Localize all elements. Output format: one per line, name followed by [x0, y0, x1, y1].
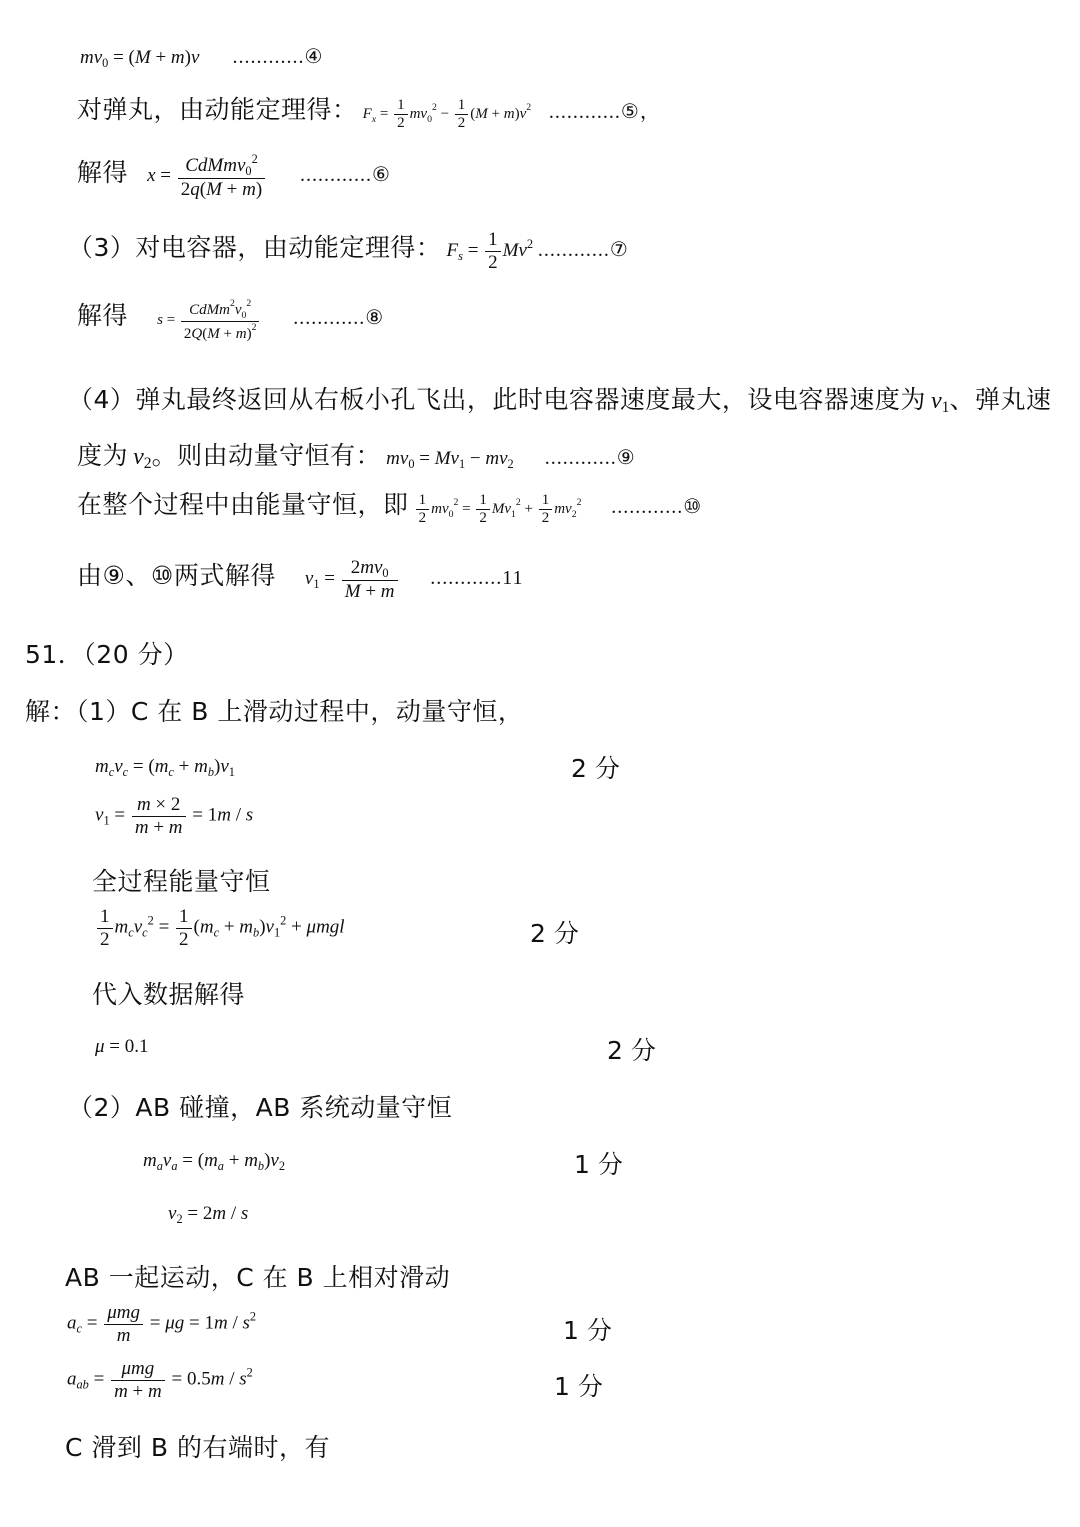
equation-energy-mu: $\frac{1}{2}$ $m_cv_c^2$ = $\frac{1}{2}$ $(m_c + m_b)v_1^2 + \mu mgl$ [95, 906, 345, 951]
text-solve: 解得 [77, 157, 129, 187]
marker-11: ............11 [430, 567, 524, 589]
equation-momentum-ab: $m_av_a = (m_a + m_b)v_2$ [143, 1150, 286, 1173]
equation-7-line [68, 228, 629, 274]
symbol-v1: $v_1$ [931, 388, 950, 416]
equation-11: $v_1$ = $\frac{2mv_0}{M + m}$ [305, 568, 404, 589]
text-ab-motion: AB 一起运动，C 在 B 上相对滑动 [65, 1263, 451, 1292]
question-51-heading: 51．（20 分） [25, 640, 189, 669]
equation-6: x = $\frac{CdMmv_0^2}{2q(M + m)}$ [147, 165, 272, 186]
equation-momentum-c: $m_cv_c = (m_c + m_b)v_1$ [95, 756, 235, 779]
text-c-right-end: C 滑到 B 的右端时，有 [65, 1433, 330, 1462]
equation-8: s = $\frac{CdMm^2v_0^2}{2Q(M + m)^2}$ [157, 312, 265, 328]
score-5: 1 分 [563, 1316, 612, 1345]
text-energy-conserve: 在整个过程中由能量守恒，即 [77, 490, 409, 519]
equation-9-line [77, 436, 636, 473]
equation-11-line [77, 556, 524, 603]
part4-line1 [68, 380, 1051, 417]
equation-5-line [77, 90, 661, 132]
marker-10: ............⑩ [611, 496, 703, 518]
text-full-energy: 全过程能量守恒 [92, 867, 271, 896]
text-part2: （2）AB 碰撞，AB 系统动量守恒 [68, 1093, 453, 1122]
equation-4: $mv_0 = (M + m)v$ [80, 47, 200, 70]
text-projectile-kinetic: 对弹丸，由动能定理得： [77, 95, 358, 124]
equation-10-line [77, 485, 702, 527]
equation-4-line [80, 44, 323, 71]
equation-9: $mv_0 = Mv_1 - mv_2$ [386, 448, 514, 471]
score-6: 1 分 [554, 1372, 603, 1401]
text-solve-2: 解得 [77, 301, 129, 330]
text-part4-c: 度为 [77, 441, 129, 470]
equation-v2-result: $v_2 = 2m / s$ [168, 1203, 249, 1226]
equation-5: $F_x$ = $\frac{1}{2}$ $mv_0^2$ − $\frac{1}{2}$ $(M + m)v^2$ [362, 96, 532, 132]
equation-6-line [77, 152, 391, 201]
equation-v1-result: $v_1$ = $\frac{m \times 2}{m + m}$ = 1m / s [95, 794, 254, 838]
marker-6: ............⑥ [299, 163, 391, 186]
score-4: 1 分 [574, 1150, 623, 1179]
score-1: 2 分 [571, 754, 620, 783]
equation-7: $F_s$ = $\frac{1}{2}$ Mv$^2$ [446, 229, 534, 274]
equation-8-line [77, 296, 384, 343]
marker-9: ............⑨ [544, 447, 636, 469]
equation-aab: $a_{ab}$ = $\frac{\text{μmg}}{m + m}$ = $0.5m / s^2$ [67, 1358, 253, 1402]
marker-8: ............⑧ [293, 307, 385, 329]
equation-10: $\frac{1}{2}$ $mv_0^2$ = $\frac{1}{2}$ $Mv_1^2$ + $\frac{1}{2}$ $mv_2^2$ [414, 501, 586, 517]
marker-5: ............⑤， [548, 101, 661, 123]
text-part4-a: （4）弹丸最终返回从右板小孔飞出，此时电容器速度最大，设电容器速度为 [68, 385, 926, 414]
marker-7: ............⑦ [537, 239, 629, 261]
text-part4-d: 。则由动量守恒有： [151, 441, 382, 470]
score-2: 2 分 [530, 919, 579, 948]
text-capacitor-kinetic: （3）对电容器，由动能定理得： [68, 233, 442, 262]
symbol-v2: $v_2$ [133, 444, 152, 472]
equation-mu-value: μ = 0.1 [95, 1036, 149, 1057]
question-51-intro: 解：（1）C 在 B 上滑动过程中，动量守恒， [25, 697, 524, 726]
equation-ac: $a_c$ = $\frac{\text{μmg}}{m}$ = $\mu g = 1m / s^2$ [67, 1302, 257, 1346]
text-part4-b: 、弹丸速 [949, 385, 1052, 414]
text-substitute: 代入数据解得 [92, 980, 246, 1009]
score-3: 2 分 [607, 1036, 656, 1065]
marker-4: ............④ [232, 46, 324, 68]
text-solve-9-10: 由⑨、⑩两式解得 [77, 561, 276, 590]
